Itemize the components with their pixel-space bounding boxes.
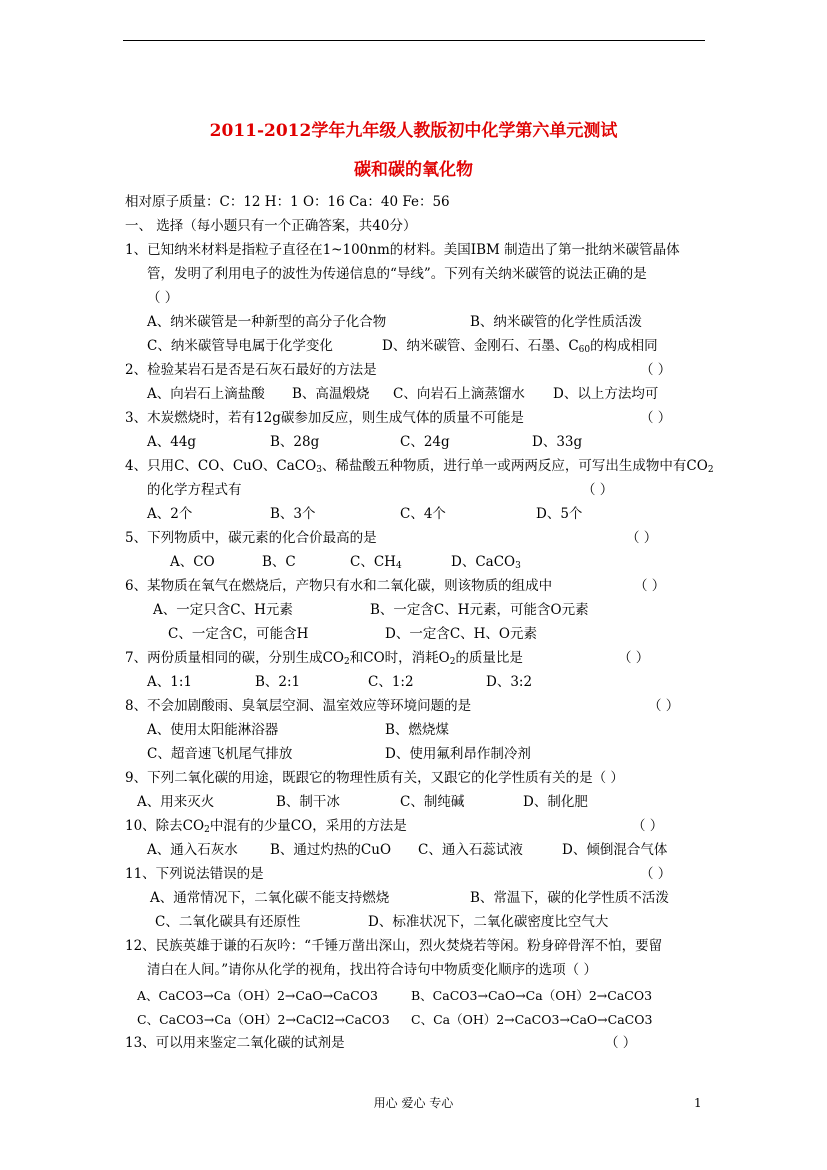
q8-option-d: D、使用氟利昂作制冷剂 [385,746,531,762]
atomic-masses: 相对原子质量：C：12 H：1 O：16 Ca：40 Fe：56 [125,194,450,210]
page-subtitle: 碳和碳的氧化物 [354,160,473,180]
q7-stem: 7、两份质量相同的碳，分别生成$CO_2$和CO时，消耗$O_2$的质量比是 [125,650,523,667]
q8-answer-paren: （ ） [648,698,680,714]
q1-answer-paren: （ ） [147,290,179,306]
q2-option-a: A、向岩石上滴盐酸 [147,386,265,402]
q2-answer-paren: （ ） [640,362,672,378]
q3-option-b: B、28g [270,434,320,450]
q10-stem: 10、除去$CO_2$中混有的少量CO，采用的方法是 [125,818,407,835]
q7-option-c: C、1:2 [368,674,414,690]
q1-option-a: A、纳米碳管是一种新型的高分子化合物 [147,314,387,330]
q4-option-c: C、4个 [400,506,446,522]
section-heading: 一、 选择（每小题只有一个正确答案，共40分） [125,218,417,234]
q4-option-d: D、5个 [536,506,583,522]
q12-stem-line1: 12、民族英雄于谦的石灰吟：“千锤万凿出深山，烈火焚烧若等闲。粉身碎骨浑不怕，要留 [125,938,663,954]
q12-option-b: B、CaCO3→CaO→Ca（OH）2→CaCO3 [411,988,653,1003]
q10-option-a: A、通入石灰水 [147,842,238,858]
q4-answer-paren: （ ） [582,482,614,498]
q1-option-c: C、纳米碳管导电属于化学变化 [147,338,333,354]
q5-stem: 5、下列物质中，碳元素的化合价最高的是 [125,530,377,546]
q6-answer-paren: （ ） [634,578,666,594]
q5-option-c: C、$CH_4$ [350,554,402,571]
q10-option-c: C、通入石蕊试液 [418,842,523,858]
q6-option-c: C、一定含C，可能含H [168,626,309,642]
q11-answer-paren: （ ） [640,866,672,882]
q2-option-d: D、以上方法均可 [553,386,659,402]
page-title: 2011-2012学年九年级人教版初中化学第六单元测试 [209,121,618,141]
q10-option-b: B、通过灼热的CuO [270,842,392,858]
q6-option-d: D、一定含C、H、O元素 [385,626,537,642]
q7-option-a: A、1:1 [147,674,192,690]
q12-option-c: C、CaCO3→Ca（OH）2→CaCl2→CaCO3 [137,1012,390,1027]
q7-option-d: D、3:2 [486,674,533,690]
q11-option-a: A、通常情况下，二氧化碳不能支持燃烧 [150,890,390,906]
q9-option-b: B、制干冰 [276,794,340,810]
q11-option-d: D、标准状况下，二氧化碳密度比空气大 [368,914,609,930]
q13-answer-paren: （ ） [605,1035,637,1051]
q5-option-b: B、C [262,554,296,570]
q5-option-d: D、CaCO$_3$ [451,554,521,571]
q1-stem-line1: 1、已知纳米材料是指粒子直径在1~100nm的材料。美国IBM 制造出了第一批纳米碳管晶体 [125,242,680,258]
q9-stem: 9、下列二氧化碳的用途，既跟它的物理性质有关，又跟它的化学性质有关的是（ ） [125,770,624,786]
q6-option-b: B、一定含C、H元素，可能含O元素 [370,602,589,618]
q12-stem-line2: 清白在人间。”请你从化学的视角，找出符合诗句中物质变化顺序的选项（ ） [147,962,597,978]
q11-option-c: C、二氧化碳具有还原性 [155,914,301,930]
footer-motto: 用心 爱心 专心 [373,1096,454,1110]
q1-option-d: D、纳米碳管、金刚石、石墨、$C_{60}$的构成相同 [382,338,658,355]
q8-option-b: B、燃烧煤 [385,722,449,738]
q8-option-a: A、使用太阳能淋浴器 [147,722,279,738]
page-number: 1 [694,1096,702,1110]
q4-option-b: B、3个 [270,506,316,522]
q9-option-d: D、制化肥 [523,794,588,810]
q5-option-a: A、CO [170,554,215,570]
q8-stem: 8、不会加剧酸雨、臭氧层空洞、温室效应等环境问题的是 [125,698,472,714]
q5-answer-paren: （ ） [626,530,658,546]
q12-option-d: C、Ca（OH）2→CaCO3→CaO→CaCO3 [411,1012,653,1027]
q4-option-a: A、2个 [147,506,193,522]
q10-answer-paren: （ ） [632,818,664,834]
q4-stem-line2: 的化学方程式有 [147,482,242,498]
header-rule [123,40,705,41]
q3-option-d: D、33g [532,434,583,450]
q4-stem-line1: 4、只用C、CO、CuO、CaCO$_3$、稀盐酸五种物质，进行单一或两两反应，可写出生成物中有$CO_2$ [125,458,714,475]
q7-option-b: B、2:1 [255,674,301,690]
q9-option-a: A、用来灭火 [137,794,215,810]
q11-stem: 11、下列说法错误的是 [125,866,264,882]
q2-option-b: B、高温煅烧 [292,386,370,402]
q1-stem-line2: 管，发明了利用电子的波性为传递信息的“导线”。下列有关纳米碳管的说法正确的是 [147,266,647,282]
q12-option-a: A、CaCO3→Ca（OH）2→CaO→CaCO3 [137,988,378,1003]
q2-option-c: C、向岩石上滴蒸馏水 [393,386,525,402]
q11-option-b: B、常温下，碳的化学性质不活泼 [470,890,669,906]
q3-option-a: A、44g [147,434,197,450]
q6-option-a: A、一定只含C、H元素 [153,602,293,618]
q13-stem: 13、可以用来鉴定二氧化碳的试剂是 [125,1035,345,1051]
q10-option-d: D、倾倒混合气体 [562,842,668,858]
q9-option-c: C、制纯碱 [400,794,465,810]
q3-answer-paren: （ ） [640,410,672,426]
q1-option-b: B、纳米碳管的化学性质活泼 [470,314,642,330]
q2-stem: 2、检验某岩石是否是石灰石最好的方法是 [125,362,377,378]
q3-option-c: C、24g [400,434,450,450]
q6-stem: 6、某物质在氧气在燃烧后，产物只有水和二氧化碳，则该物质的组成中 [125,578,553,594]
q8-option-c: C、超音速飞机尾气排放 [147,746,293,762]
q7-answer-paren: （ ） [618,650,650,666]
q3-stem: 3、木炭燃烧时，若有12g碳参加反应，则生成气体的质量不可能是 [125,410,524,426]
